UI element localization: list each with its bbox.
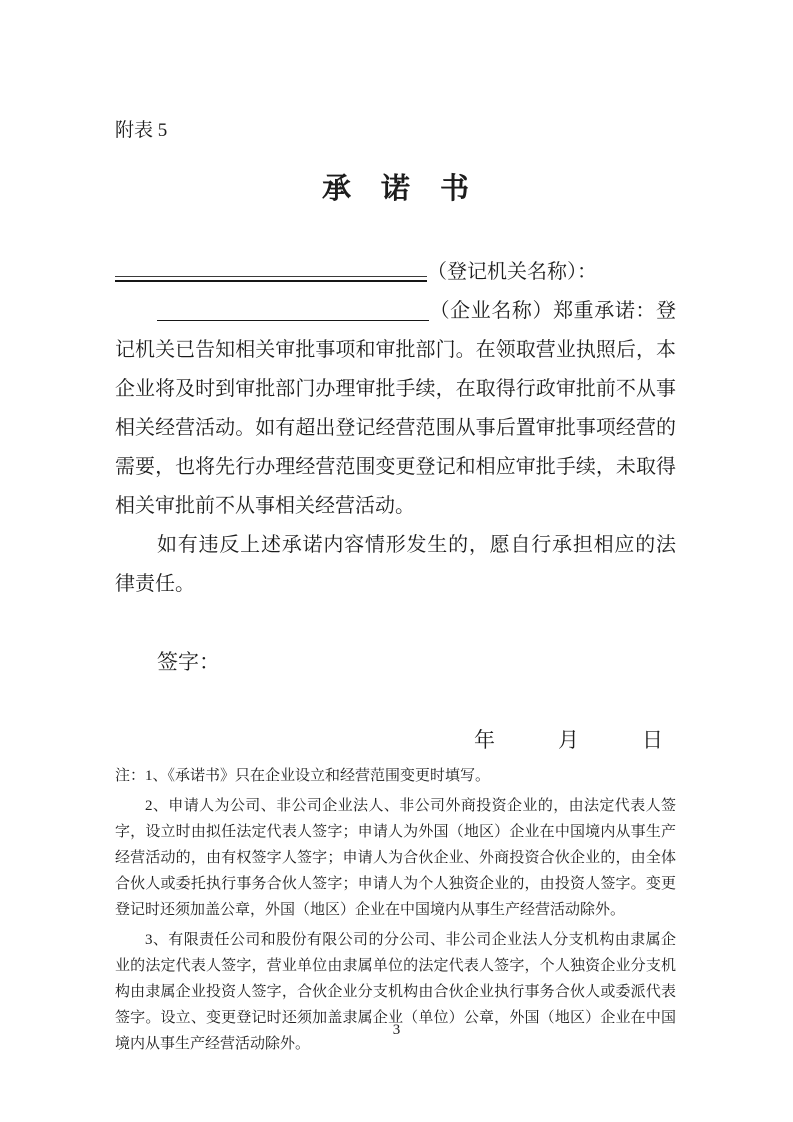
- date-line: [115, 725, 676, 755]
- registry-name-label: （登记机关名称）：: [427, 261, 597, 283]
- date-day-label: 日: [642, 728, 663, 752]
- commitment-body-text: 登记机关已告知相关审批事项和审批部门。在领取营业执照后，本企业将及时到审批部门办理审批手续，在取得行政审批前不从事相关经营活动。如有超出登记经营范围从事后置审批事项经营的需要，也将先行办理经营范围变更登记和相应审批手续，未取得相关审批前不从事相关经营活动。: [115, 300, 676, 517]
- commitment-paragraph: [115, 292, 676, 526]
- signature-label: 签字：: [157, 650, 220, 674]
- registry-line: [115, 253, 676, 292]
- enterprise-name-blank: [157, 302, 429, 321]
- appendix-label: 附表 5: [115, 120, 168, 141]
- note-1: 注：1、《承诺书》只在企业设立和经营范围变更时填写。: [115, 768, 491, 784]
- note-2: 2、申请人为公司、非公司企业法人、非公司外商投资企业的，由法定代表人签字，设立时由拟任法定代表人签字；申请人为外国（地区）企业在中国境内从事生产经营活动的，由有权签字人签字；申请人为合伙企业、外商投资合伙企业的，由全体合伙人或委托执行事务合伙人签字；申请人为个人独资企业的，由投资人签字。变更登记时还须加盖公章，外国（地区）企业在中国境内从事生产经营活动除外。: [115, 798, 676, 918]
- page-number: 3: [392, 1022, 401, 1038]
- liability-paragraph: 如有违反上述承诺内容情形发生的，愿自行承担相应的法律责任。: [115, 534, 676, 595]
- note-3: 3、有限责任公司和股份有限公司的分公司、非公司企业法人分支机构由隶属企业的法定代表人签字，营业单位由隶属单位的法定代表人签字，个人独资企业分支机构由隶属企业投资人签字，合伙企业分支机构由合伙企业执行事务合伙人或委派代表签字。设立、变更登记时还须加盖隶属企业（单位）公章，外国（地区）企业在中国境内从事生产经营活动除外。: [115, 932, 676, 1052]
- registry-name-blank: [115, 262, 427, 282]
- enterprise-name-label: （企业名称）郑重承诺：: [429, 300, 656, 322]
- document-title: 承诺书: [321, 173, 499, 205]
- notes-section: [115, 763, 676, 1057]
- date-month-label: 月: [558, 728, 579, 752]
- date-year-label: 年: [474, 728, 495, 752]
